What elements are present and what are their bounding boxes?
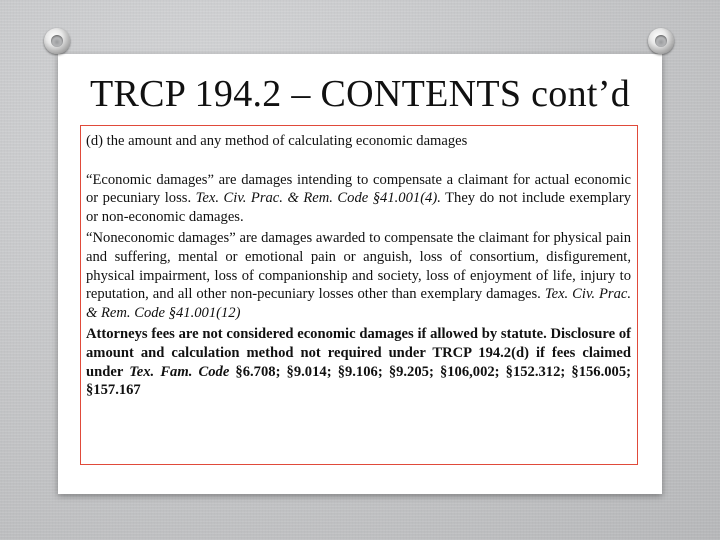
noneconomic-damages-paragraph (86, 229, 631, 322)
attorneys-fees-citation: Tex. Fam. Code (129, 363, 230, 380)
economic-damages-tail: They do not include exemplary or non-economic damages. (86, 190, 632, 225)
attorneys-fees-paragraph (86, 325, 631, 399)
economic-damages-citation: Tex. Civ. Prac. & Rem. Code §41.001(4). (195, 190, 441, 207)
grommet-hole-icon (655, 35, 667, 47)
attorneys-fees-text: Attorneys fees are not considered economic damages if allowed by statute. Disclosure of amount and calculation method not required under TRCP 194.2(d) if fees claimed under (86, 326, 631, 380)
content-box (80, 125, 638, 465)
economic-damages-paragraph (86, 171, 631, 227)
grommet-right-icon (648, 28, 674, 54)
attorneys-fees-tail: §6.708; §9.014; §9.106; §9.205; §106,002; §152.312; §156.005; §157.167 (86, 363, 631, 399)
grommet-left-icon (44, 28, 70, 54)
grommet-hole-icon (51, 35, 63, 47)
item-d-text: (d) the amount and any method of calculating economic damages (86, 133, 468, 149)
slide-title: TRCP 194.2 – CONTENTS cont’d (89, 73, 631, 115)
economic-damages-text: “Economic damages” are damages intending to compensate a claimant for actual economic or pecuniary loss. (86, 171, 631, 207)
noneconomic-damages-citation: Tex. Civ. Prac. & Rem. Code §41.001(12) (86, 286, 631, 321)
noneconomic-damages-text: “Noneconomic damages” are damages awarded to compensate the claimant for physical pain and suffering, mental or emotional pain or anguish, loss of consortium, disfigurement, physical impairment, loss of companionship and society, loss of enjoyment of life, injury to reputation, and all other non-pecuniary losses other than exemplary damages. (86, 230, 631, 303)
